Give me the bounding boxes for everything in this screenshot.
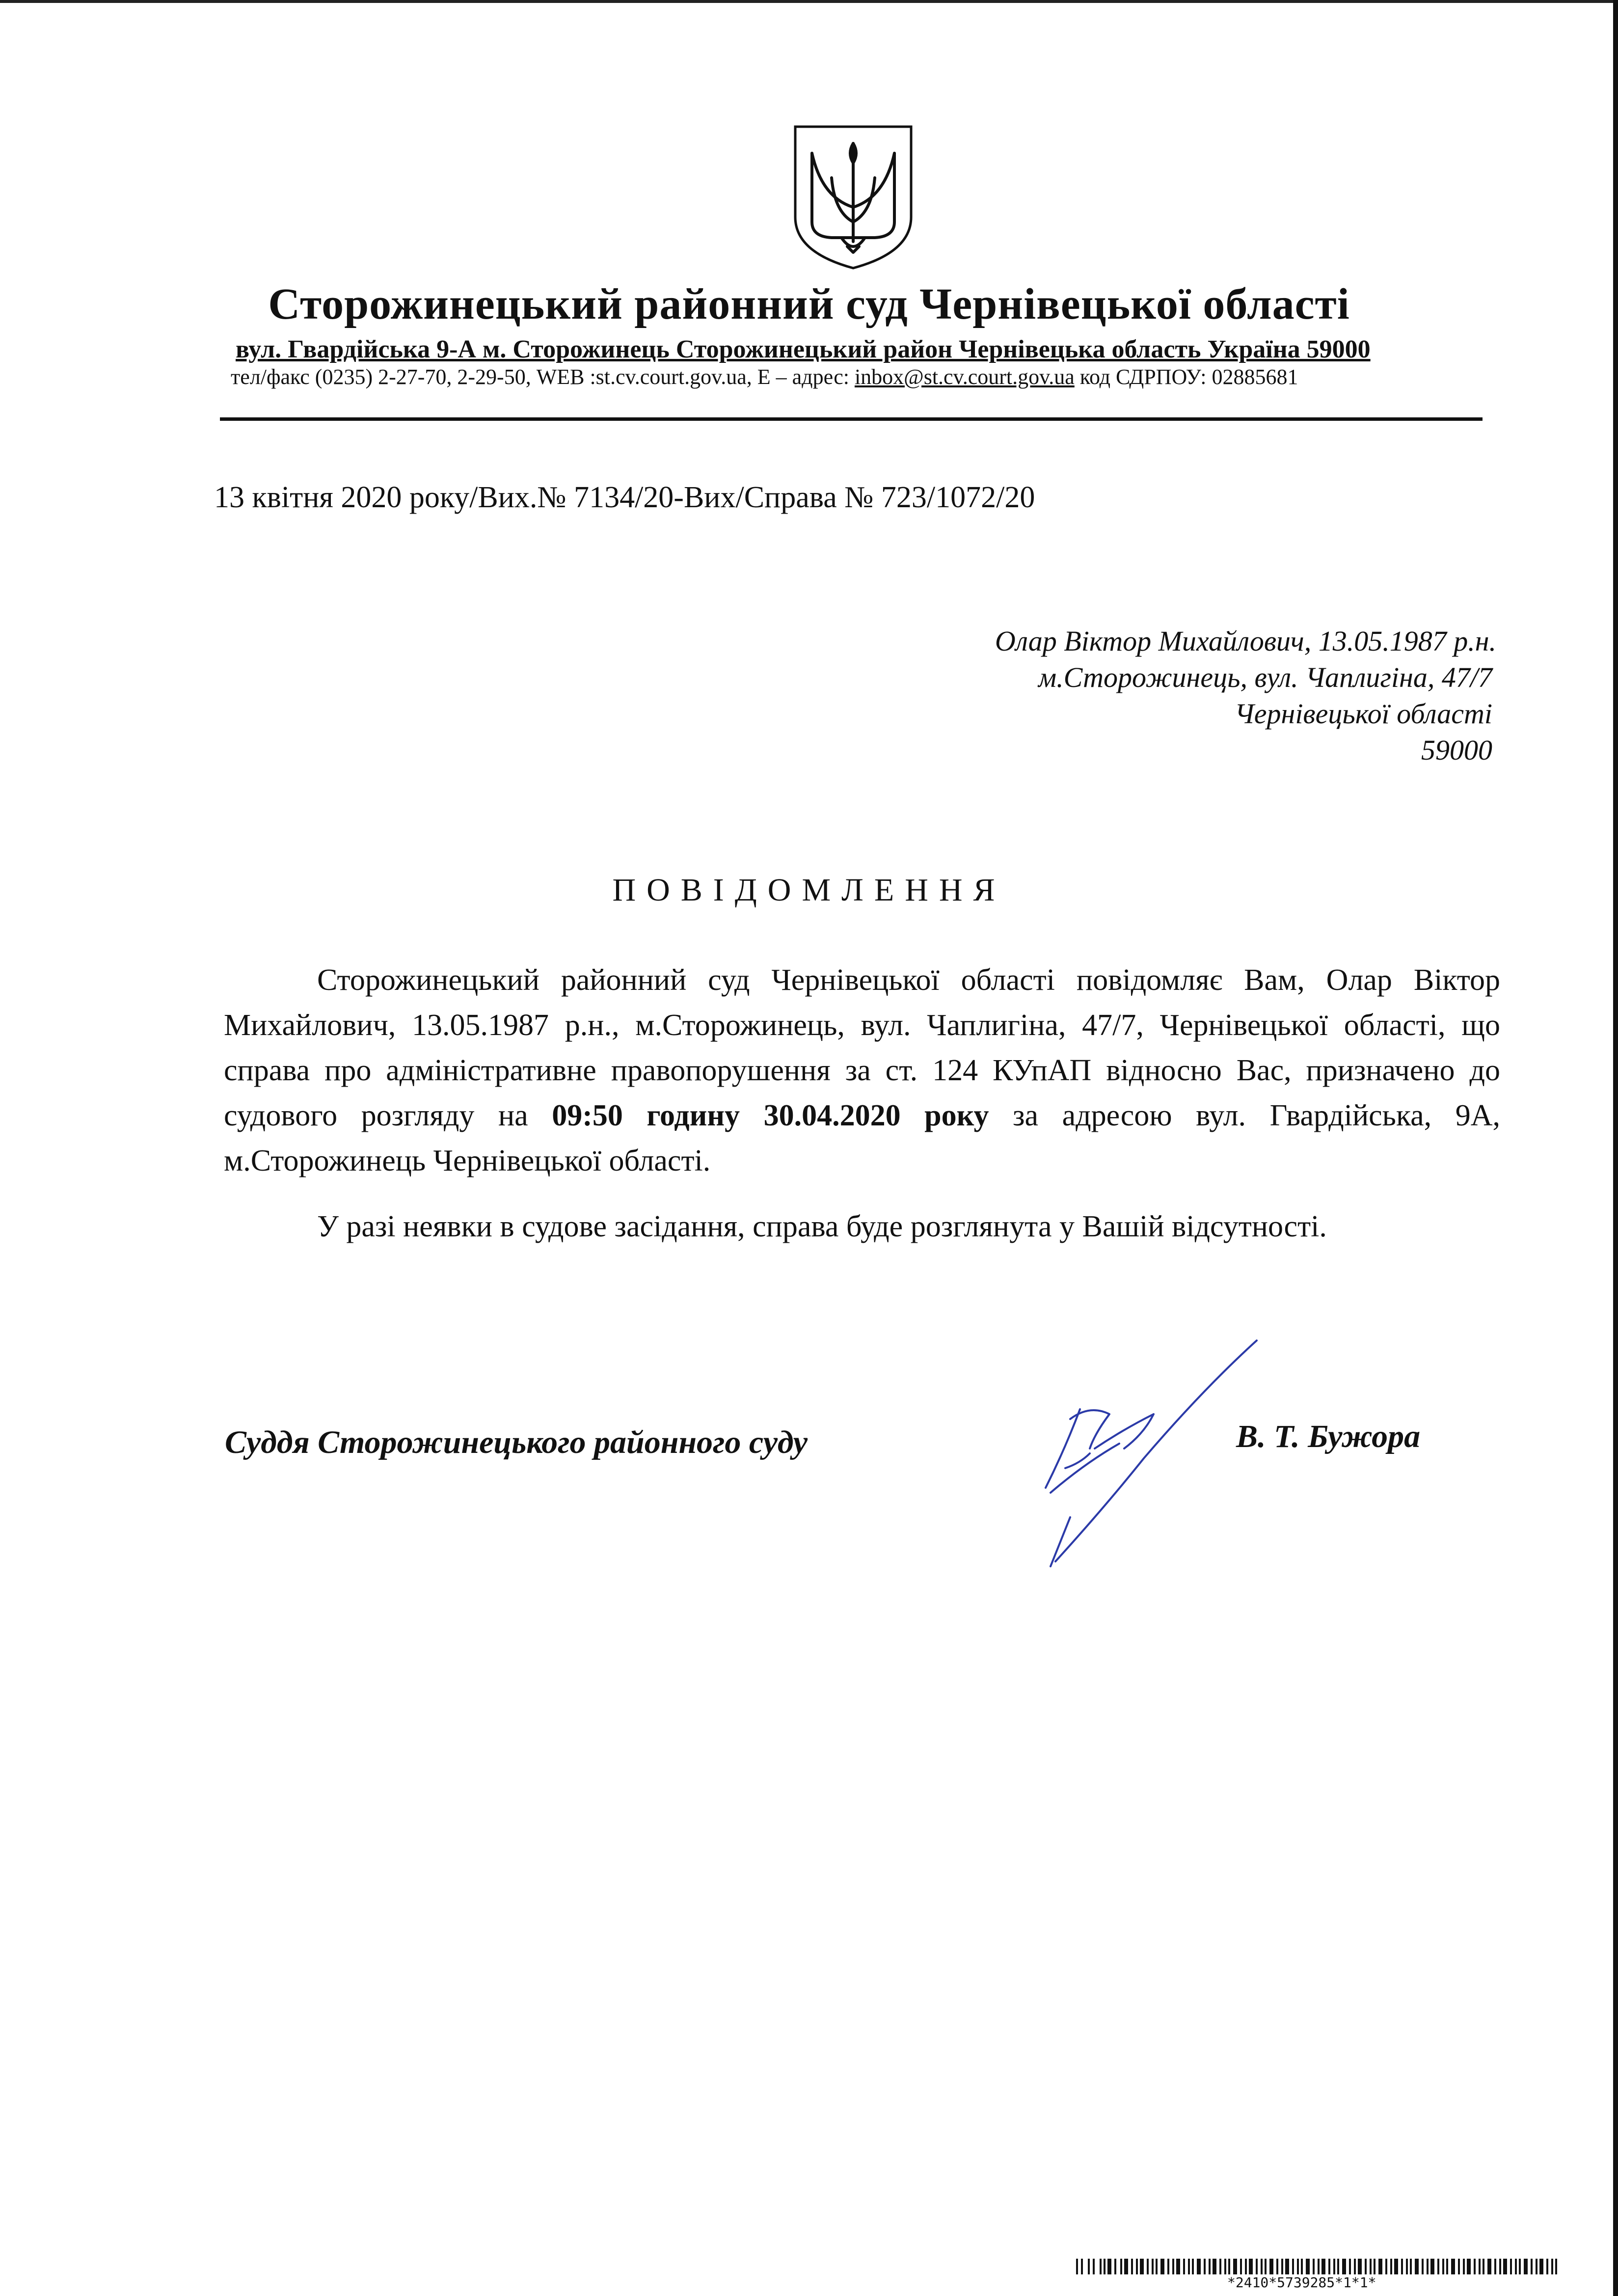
outgoing-reference: 13 квітня 2020 року/Вих.№ 7134/20-Вих/Справа № 723/1072/20 (214, 481, 1035, 514)
hearing-datetime: 09:50 годину 30.04.2020 року (552, 1099, 989, 1132)
recipient-name: Олар Віктор Михайлович, 13.05.1987 р.н. (995, 625, 1496, 657)
court-address: вул. Гвардійська 9-А м. Сторожинець Сторожинецький район Чернівецька область Україна 59000 (236, 335, 1371, 363)
p1-text-start: Сторожинецький районний суд Чернівецької області повідомляє Вам, Олар Віктор Михайлович, 13.05.1987 р.н., м.Сторожинець, вул. Чаплигіна, 47/7, Чернівецької області, що справа про адміністративне правопорушення за ст. 124 КУпАП відносно Вас, призначено до судового розгляду на (224, 963, 1500, 1132)
scan-edge-right (1613, 0, 1618, 2296)
body-paragraph-2 (224, 1204, 1500, 1249)
judge-name: В. Т. Бужора (1236, 1419, 1421, 1454)
p2-text: У разі неявки в судове засідання, справа буде розглянута у Вашій відсутності. (317, 1210, 1327, 1243)
trident-coat-of-arms-icon (792, 124, 914, 271)
recipient-street: м.Сторожинець, вул. Чаплигіна, 47/7 (1038, 661, 1492, 693)
body-paragraph-1 (224, 957, 1500, 1183)
document-title: ПОВІДОМЛЕННЯ (612, 872, 1006, 908)
contacts-prefix: тел/факс (0235) 2-27-70, 2-29-50, WEB :st.cv.court.gov.ua, E – адрес: (231, 365, 855, 389)
recipient-zip: 59000 (1421, 734, 1492, 766)
judge-title: Суддя Сторожинецького районного суду (225, 1424, 808, 1460)
header-divider (220, 417, 1483, 421)
p1-text-end: за адресою вул. Гвардійська, 9А, м.Сторожинець Чернівецької області. (224, 1099, 1500, 1177)
court-name: Сторожинецький районний суд Чернівецької області (268, 280, 1350, 328)
recipient-region: Чернівецької області (1234, 698, 1492, 730)
scan-edge-top (0, 0, 1618, 3)
court-email: inbox@st.cv.court.gov.ua (854, 365, 1075, 389)
barcode-icon (1076, 2259, 1557, 2274)
barcode-number: *2410*5739285*1*1* (1227, 2274, 1376, 2291)
contacts-suffix: код СДРПОУ: 02885681 (1074, 365, 1298, 389)
court-contacts (231, 364, 1478, 389)
